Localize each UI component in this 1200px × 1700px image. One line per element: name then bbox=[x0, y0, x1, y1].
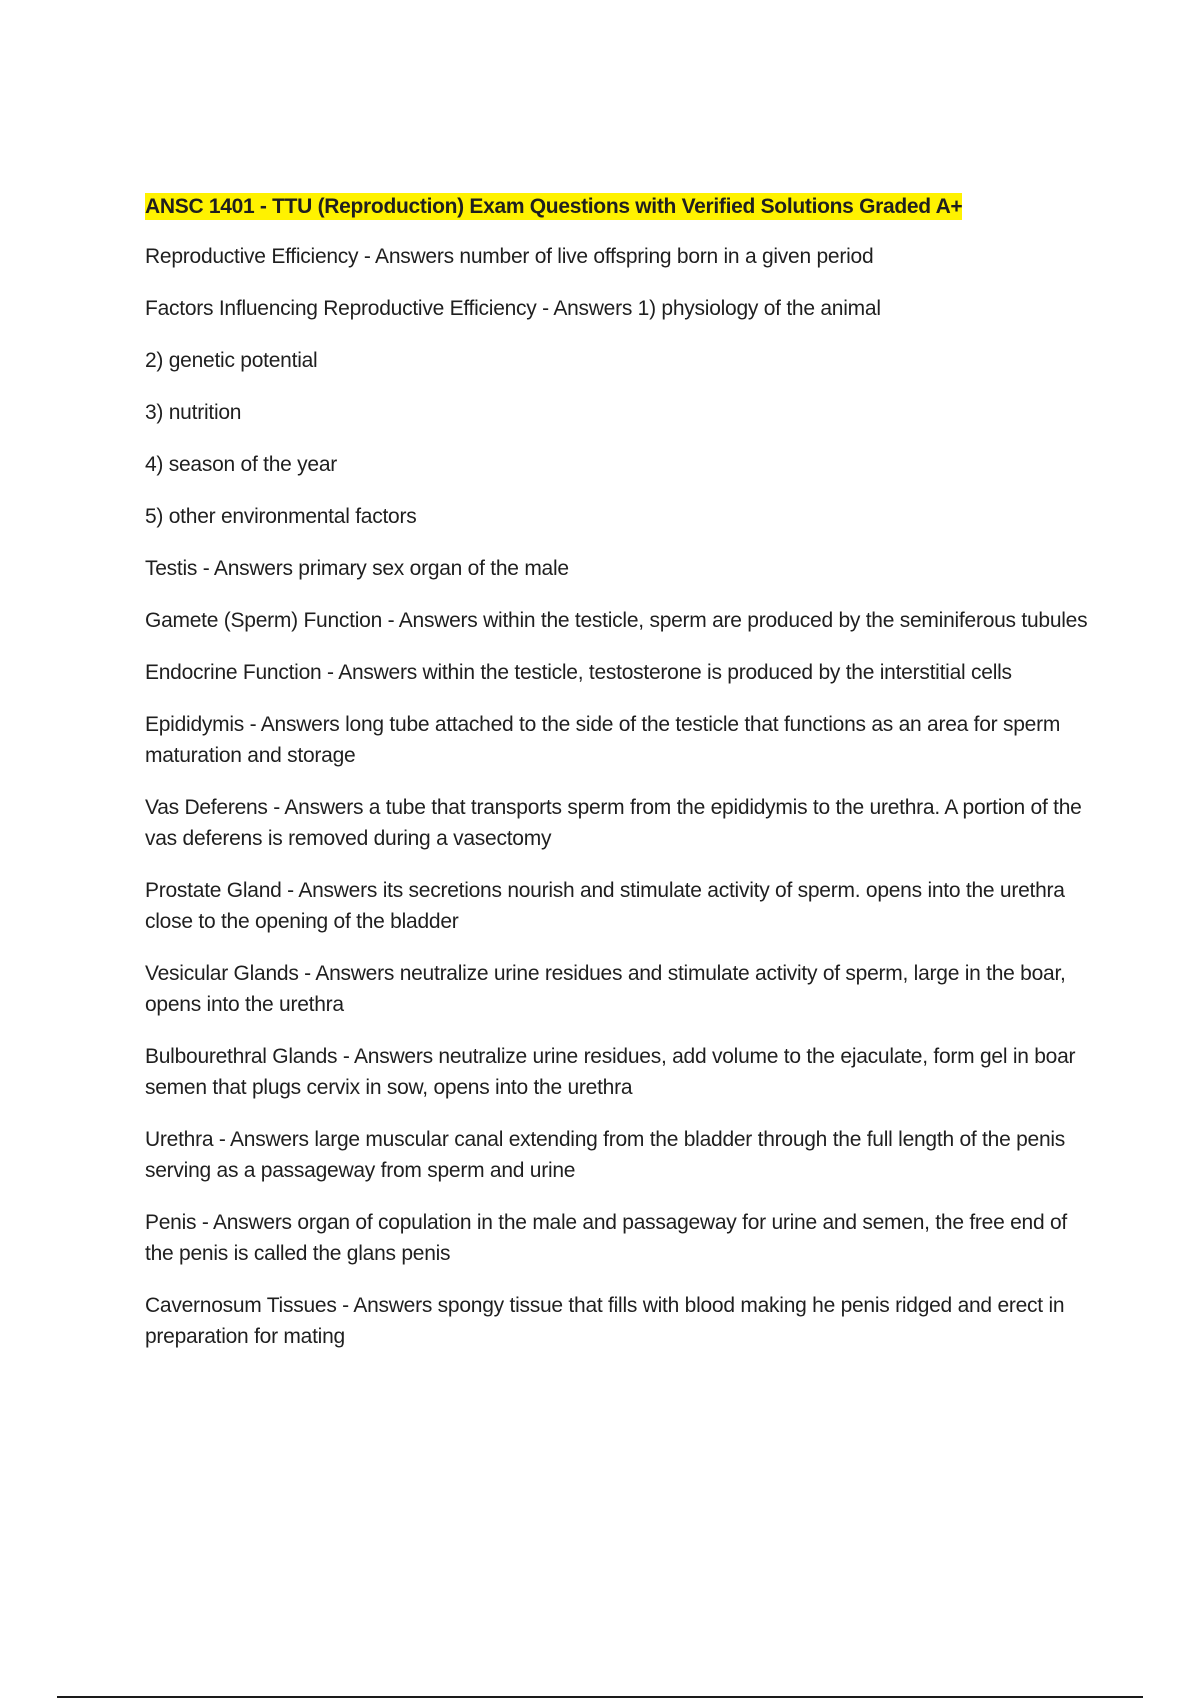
entry-gamete-function: Gamete (Sperm) Function - Answers within the testicle, sperm are produced by the seminiferous tubules bbox=[145, 609, 1088, 632]
entry-testis: Testis - Answers primary sex organ of the male bbox=[145, 557, 569, 580]
entry-vesicular-glands: Vesicular Glands - Answers neutralize urine residues and stimulate activity of sperm, large in the boar, opens into the urethra bbox=[145, 962, 1066, 1016]
entry-urethra: Urethra - Answers large muscular canal extending from the bladder through the full length of the penis serving as a passageway from sperm and urine bbox=[145, 1128, 1066, 1182]
entry-cavernosum-tissues: Cavernosum Tissues - Answers spongy tissue that fills with blood making he penis ridged and erect in preparation for mating bbox=[145, 1294, 1065, 1348]
title-block bbox=[145, 194, 1095, 222]
document-title: ANSC 1401 - TTU (Reproduction) Exam Questions with Verified Solutions Graded A+ bbox=[145, 195, 963, 218]
document-page bbox=[145, 194, 1095, 1373]
entry-factor-genetic-potential: 2) genetic potential bbox=[145, 349, 318, 372]
entry-epididymis: Epididymis - Answers long tube attached to the side of the testicle that functions as an area for sperm maturation and storage bbox=[145, 713, 1061, 767]
entry-factor-environmental: 5) other environmental factors bbox=[145, 505, 417, 528]
page-bottom-rule bbox=[57, 1696, 1143, 1698]
entry-bulbourethral-glands: Bulbourethral Glands - Answers neutralize urine residues, add volume to the ejaculate, form gel in boar semen that plugs cervix in sow, opens into the urethra bbox=[145, 1045, 1076, 1099]
entry-reproductive-efficiency: Reproductive Efficiency - Answers number of live offspring born in a given period bbox=[145, 245, 874, 268]
entry-vas-deferens: Vas Deferens - Answers a tube that transports sperm from the epididymis to the urethra. A portion of the vas deferens is removed during a vasectomy bbox=[145, 796, 1082, 850]
entry-factor-nutrition: 3) nutrition bbox=[145, 401, 242, 424]
entry-penis: Penis - Answers organ of copulation in the male and passageway for urine and semen, the free end of the penis is called the glans penis bbox=[145, 1211, 1067, 1265]
entry-factor-season: 4) season of the year bbox=[145, 453, 338, 476]
entry-prostate-gland: Prostate Gland - Answers its secretions nourish and stimulate activity of sperm. opens into the urethra close to the opening of the bladder bbox=[145, 879, 1065, 933]
entry-factors-influencing: Factors Influencing Reproductive Efficiency - Answers 1) physiology of the animal bbox=[145, 297, 881, 320]
entry-endocrine-function: Endocrine Function - Answers within the testicle, testosterone is produced by the interstitial cells bbox=[145, 661, 1012, 684]
